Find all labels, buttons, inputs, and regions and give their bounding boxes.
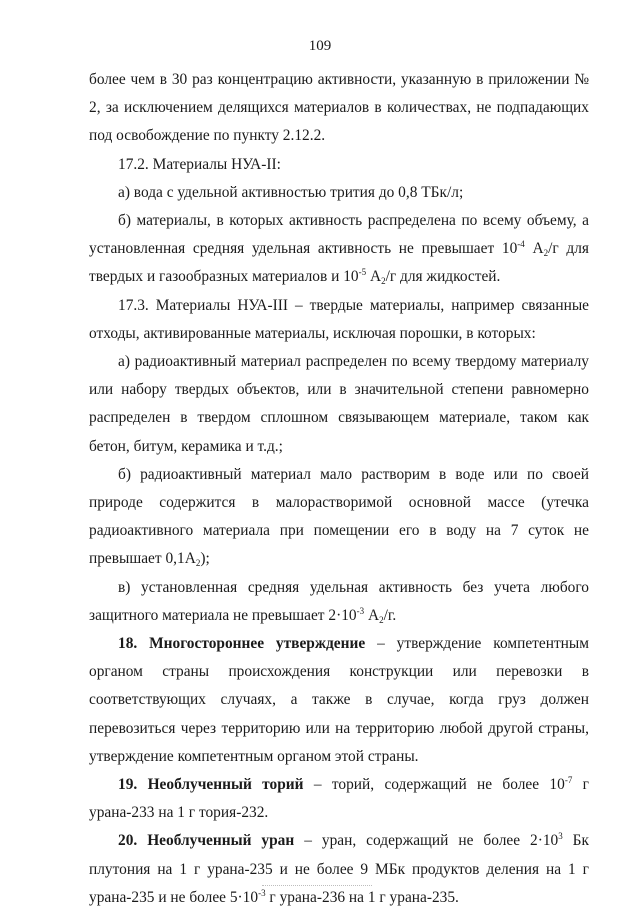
text-run: в) установленная средняя удельная активность без учета любого защитного материала не превышает 2·10 — [89, 578, 589, 624]
text-run: ); — [200, 550, 210, 568]
text-run: г урана-233 на 1 г тория-232. — [89, 776, 589, 822]
paragraph-17-3: 17.3. Материалы НУА-III – твердые материалы, например связанные отходы, активированные материалы, исключая порошки, в которых: — [89, 296, 589, 342]
subscript: 2 — [543, 248, 549, 259]
text-run: /г для жидкостей. — [385, 268, 501, 286]
superscript: -7 — [564, 775, 573, 786]
paragraph-19 — [89, 771, 589, 827]
text-run: – уран, содержащий не более 2·10 — [294, 832, 559, 850]
superscript: 3 — [558, 831, 563, 842]
paragraph-17-3-c — [89, 574, 589, 630]
paragraph-17-2: 17.2. Материалы НУА-II: — [118, 155, 281, 173]
term-heading: 20. Необлученный уран — [118, 832, 295, 850]
term-heading: 19. Необлученный торий — [118, 776, 304, 794]
text-run: – торий, содержащий не более 10 — [303, 776, 565, 794]
text-run: А — [524, 240, 544, 258]
text-run: г урана-236 на 1 г урана-235. — [265, 888, 459, 906]
text-run: А — [366, 268, 382, 286]
subscript: 2 — [379, 614, 384, 625]
paragraph-continuation: более чем в 30 раз концентрацию активности, указанную в приложении № 2, за исключением делящихся материалов в количествах, не подпадающих под освобождение по пункту 2.12.2. — [89, 71, 589, 145]
paragraph-18 — [89, 630, 589, 771]
document-body — [89, 66, 589, 912]
superscript: -3 — [258, 887, 266, 898]
paragraph-17-2-a: а) вода с удельной активностью трития до 0,8 ТБк/л; — [118, 183, 464, 201]
text-run: Бк плутония на 1 г урана-235 и не более 9 МБк продуктов деления на 1 г урана-235 и не более 5·10 — [89, 832, 589, 906]
text-run: /г для твердых и газообразных материалов и 10 — [89, 240, 590, 286]
term-heading: 18. Многостороннее утверждение — [118, 635, 366, 653]
superscript: -5 — [358, 267, 367, 278]
text-run: /г. — [383, 606, 397, 624]
subscript: 2 — [195, 558, 201, 569]
superscript: -4 — [517, 239, 525, 250]
text-run: б) радиоактивный материал мало растворим в воде или по своей природе содержится в малорастворимой основной массе (утечка радиоактивного материала при помещении его в воду на 7 суток не превышает 0,1А — [89, 465, 589, 568]
paragraph-17-3-b — [89, 461, 589, 574]
subscript: 2 — [381, 276, 386, 287]
superscript: -3 — [356, 605, 365, 616]
paragraph-17-3-a: а) радиоактивный материал распределен по всему твердому материалу или набору твердых объектов, или в значительной степени равномерно распределен в твердом сплошном связывающем материале, таком как бетон, битум, керамика и т.д.; — [89, 353, 589, 455]
text-run: б) материалы, в которых активность распределена по всему объему, а установленная средняя удельная активность не превышает 10 — [89, 212, 589, 258]
page-number: 109 — [308, 38, 332, 54]
text-run: – утверждение компетентным органом страны происхождения конструкции или перевозки в соответствующих случаях, а также в случае, когда груз должен перевозиться через территорию или на территорию любой другой страны, утверждение компетентным органом этой страны. — [89, 635, 589, 765]
text-run: А — [364, 606, 380, 624]
scan-artifact-line — [262, 885, 372, 886]
paragraph-20 — [89, 827, 589, 912]
paragraph-17-2-b — [89, 207, 589, 292]
